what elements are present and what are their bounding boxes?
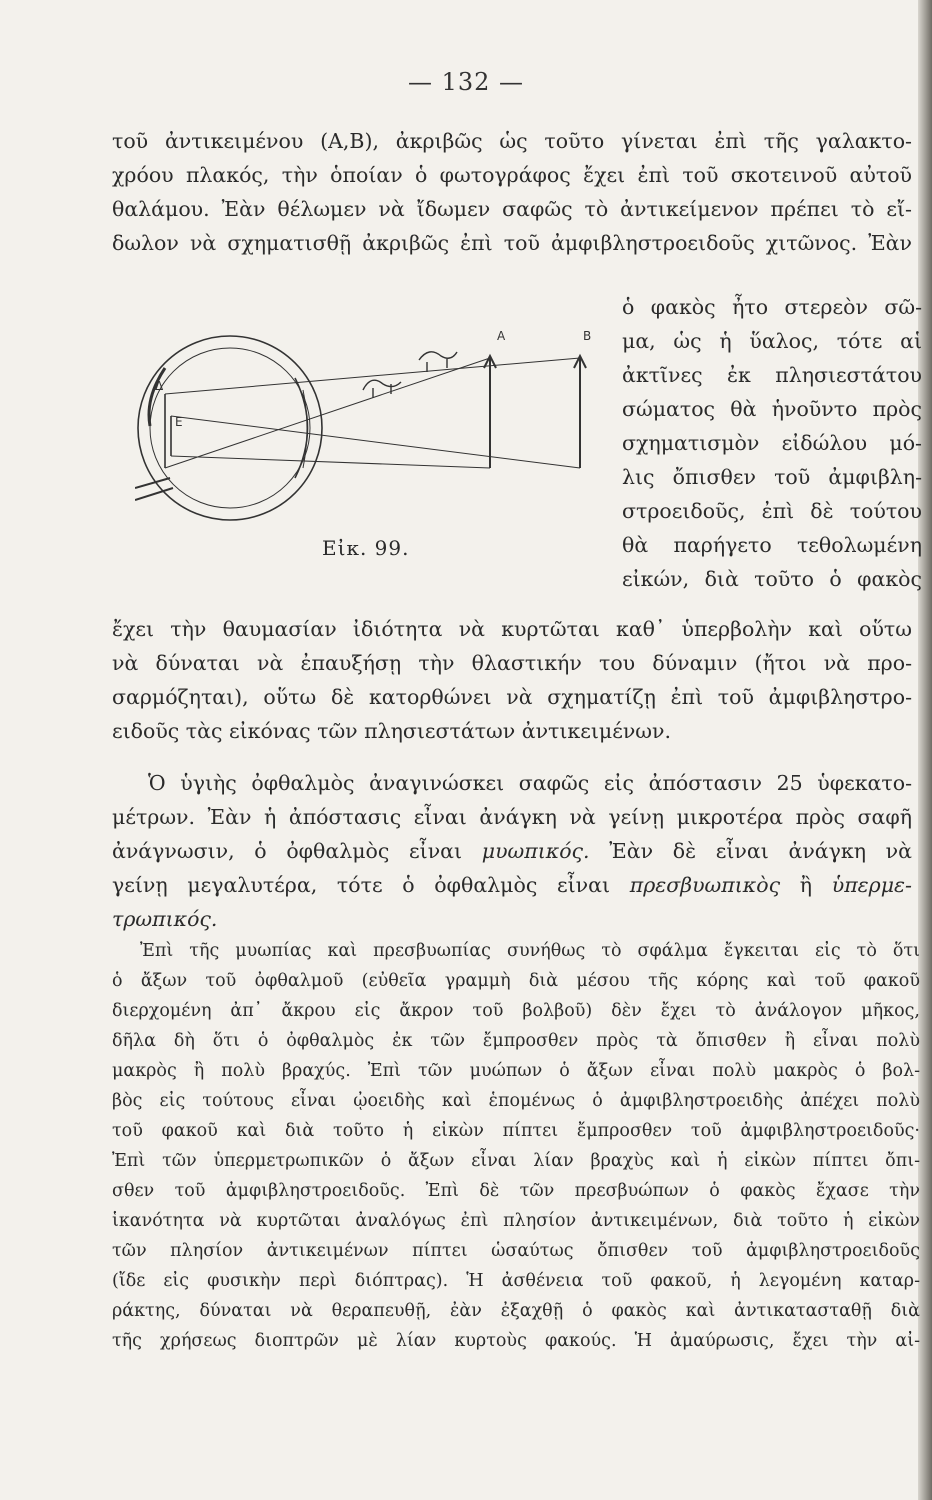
text-line: σθεν τοῦ ἀμφιβληστροειδοῦς. Ἐπὶ δὲ τῶν πρεσβυώπων ὁ φακὸς ἔχασε τὴν [112,1181,920,1201]
retina-layer [150,348,310,508]
paragraph-1 [112,124,912,260]
text-line: στροειδοῦς, ἐπὶ δὲ τούτου [622,499,922,523]
text-run: ἢ [780,873,832,897]
text-line: θαλάμου. Ἐὰν θέλωμεν νὰ ἴδωμεν σαφῶς τὸ ἀντικείμενον πρέπει τὸ εἴ- [112,197,912,221]
text-line: σώματος θὰ ἡνοῦντο πρὸς [622,397,922,421]
text-line: ὁ ἄξων τοῦ ὀφθαλμοῦ (εὐθεῖα γραμμὴ διὰ μέσου τῆς κόρης καὶ τοῦ φακοῦ [112,971,920,991]
figure-wrap-text [622,290,922,596]
text-line: τῆς χρήσεως διοπτρῶν μὲ λίαν κυρτοὺς φακούς. Ἡ ἀμαύρωσις, ἔχει τὴν αἰ- [112,1331,920,1351]
text-run: Ἐὰν δὲ εἶναι ἀνάγκη νὰ [589,839,912,863]
text-line: τοῦ ἀντικειμένου (Α,Β), ἀκριβῶς ὡς τοῦτο γίνεται ἐπὶ τῆς γαλακτο- [112,129,912,153]
text-line: νὰ δύναται νὰ ἐπαυξήσῃ τὴν θλαστικήν του δύναμιν (ἤτοι νὰ προ- [112,651,912,675]
page-number: — 132 — [407,68,525,96]
term-hypermetropic: ὑπερμε- [831,873,912,897]
text-line: μα, ὡς ἡ ὕαλος, τότε αἱ [622,329,922,353]
text-line: εἰκών, διὰ τοῦτο ὁ φακὸς [622,567,922,591]
small-animal-sketch [363,380,401,398]
text-line: βὸς εἰς τούτους εἶναι ᾠοειδὴς καὶ ἑπομένως ὁ ἀμφιβληστροειδὴς ἀπέχει πολὺ [112,1091,920,1111]
label-a: Α [497,329,506,343]
text-line: σαρμόζηται), οὕτω δὲ κατορθώνει νὰ σχηματίζῃ ἐπὶ τοῦ ἀμφιβληστρο- [112,685,912,709]
ray-to-a-top [165,358,490,468]
text-line: ἀκτῖνες ἐκ πλησιεστάτου [622,363,922,387]
text-line: τοῦ φακοῦ καὶ διὰ τοῦτο ἡ εἰκὼν πίπτει ἔμπροσθεν τοῦ ἀμφιβληστροειδοῦς· [112,1121,920,1141]
text-line: χρόου πλακός, τὴν ὁποίαν ὁ φωτογράφος ἔχει ἐπὶ τοῦ σκοτεινοῦ αὐτοῦ [112,163,912,187]
small-print-note [112,936,920,1356]
text-run: γείνῃ μεγαλυτέρα, τότε ὁ ὀφθαλμὸς εἶναι [112,873,630,897]
paragraph-3 [112,612,912,748]
text-line: Ὁ ὑγιὴς ὀφθαλμὸς ἀναγινώσκει σαφῶς εἰς ἀπόστασιν 25 ὑφεκατο- [148,771,912,795]
term-myopic: μυωπικός. [481,839,590,863]
text-line: (ἴδε εἰς φυσικὴν περὶ διόπτρας). Ἡ ἀσθένεια τοῦ φακοῦ, ἡ λεγομένη καταρ- [112,1271,920,1291]
text-line: ειδοῦς τὰς εἰκόνας τῶν πλησιεστάτων ἀντικειμένων. [112,719,672,743]
optic-nerve [135,478,173,500]
text-line: Ἐπὶ τῆς μυωπίας καὶ πρεσβυωπίας συνήθως τὸ σφάλμα ἔγκειται εἰς τὸ ὅτι [140,941,920,961]
ray-from-b-bottom [171,416,580,468]
text-line: μέτρων. Ἐὰν ἡ ἀπόστασις εἶναι ἀνάγκη νὰ γείνῃ μικροτέρα πρὸς σαφῆ [112,805,912,829]
term-presbyopic: πρεσβυωπικὸς [629,873,781,897]
label-b: Β [583,329,592,343]
text-line: διερχομένη ἀπ᾽ ἄκρου εἰς ἄκρον τοῦ βολβοῦ) δὲν ἔχει τὸ ἀνάλογον μῆκος, [112,1001,920,1021]
text-line: ἱκανότητα νὰ κυρτῶται ἀναλόγως ἐπὶ πλησίον ἀντικειμένων, διὰ τοῦτο ἡ εἰκὼν [112,1211,920,1231]
text-line [112,834,912,868]
text-line: ράκτης, δύναται νὰ θεραπευθῇ, ἐὰν ἐξαχθῇ ὁ φακὸς καὶ ἀντικατασταθῇ διὰ [112,1301,920,1321]
text-line: δῆλα δὴ ὅτι ὁ ὀφθαλμὸς ἐκ τῶν ἔμπροσθεν πρὸς τὰ ὄπισθεν ἢ εἶναι πολὺ [112,1031,920,1051]
label-d: Δ [155,379,164,393]
text-line [112,868,912,902]
figure-caption: Εἰκ. 99. [322,536,410,560]
text-line: τῶν πλησίον ἀντικειμένων πίπτει ὡσαύτως ὄπισθεν τοῦ ἀμφιβληστροειδοῦς [112,1241,920,1261]
paragraph-4 [112,766,912,936]
lens-outline [295,378,308,478]
text-line: θὰ παρήγετο τεθολωμένη [622,533,922,557]
eye-diagram [135,318,595,538]
ray-to-a-bottom [171,456,490,468]
label-e: Ε [175,415,183,429]
text-line: λις ὄπισθεν τοῦ ἀμφιβλη- [622,465,922,489]
page-edge-shadow [918,0,932,1500]
text-run: ἀνάγνωσιν, ὁ ὀφθαλμὸς εἶναι [112,839,482,863]
text-line: ἔχει τὴν θαυμασίαν ἰδιότητα νὰ κυρτῶται καθ᾽ ὑπερβολὴν καὶ οὕτω [112,617,912,641]
sclera-shading [149,368,165,426]
text-line: δωλον νὰ σχηματισθῇ ἀκριβῶς ἐπὶ τοῦ ἀμφιβληστροειδοῦς χιτῶνος. Ἐὰν [112,231,912,255]
text-line: σχηματισμὸν εἰδώλου μό- [622,431,922,455]
text-line: μακρὸς ἢ πολὺ βραχύς. Ἐπὶ τῶν μυώπων ὁ ἄξων εἶναι πολὺ μακρὸς ὁ βολ- [112,1061,920,1081]
text-line: ὁ φακὸς ἦτο στερεὸν σῶ- [622,295,922,319]
text-line: Ἐπὶ τῶν ὑπερμετρωπικῶν ὁ ἄξων εἶναι λίαν βραχὺς καὶ ἡ εἰκὼν πίπτει ὄπι- [112,1151,920,1171]
term-hypermetropic-end: τρωπικός. [112,907,218,931]
